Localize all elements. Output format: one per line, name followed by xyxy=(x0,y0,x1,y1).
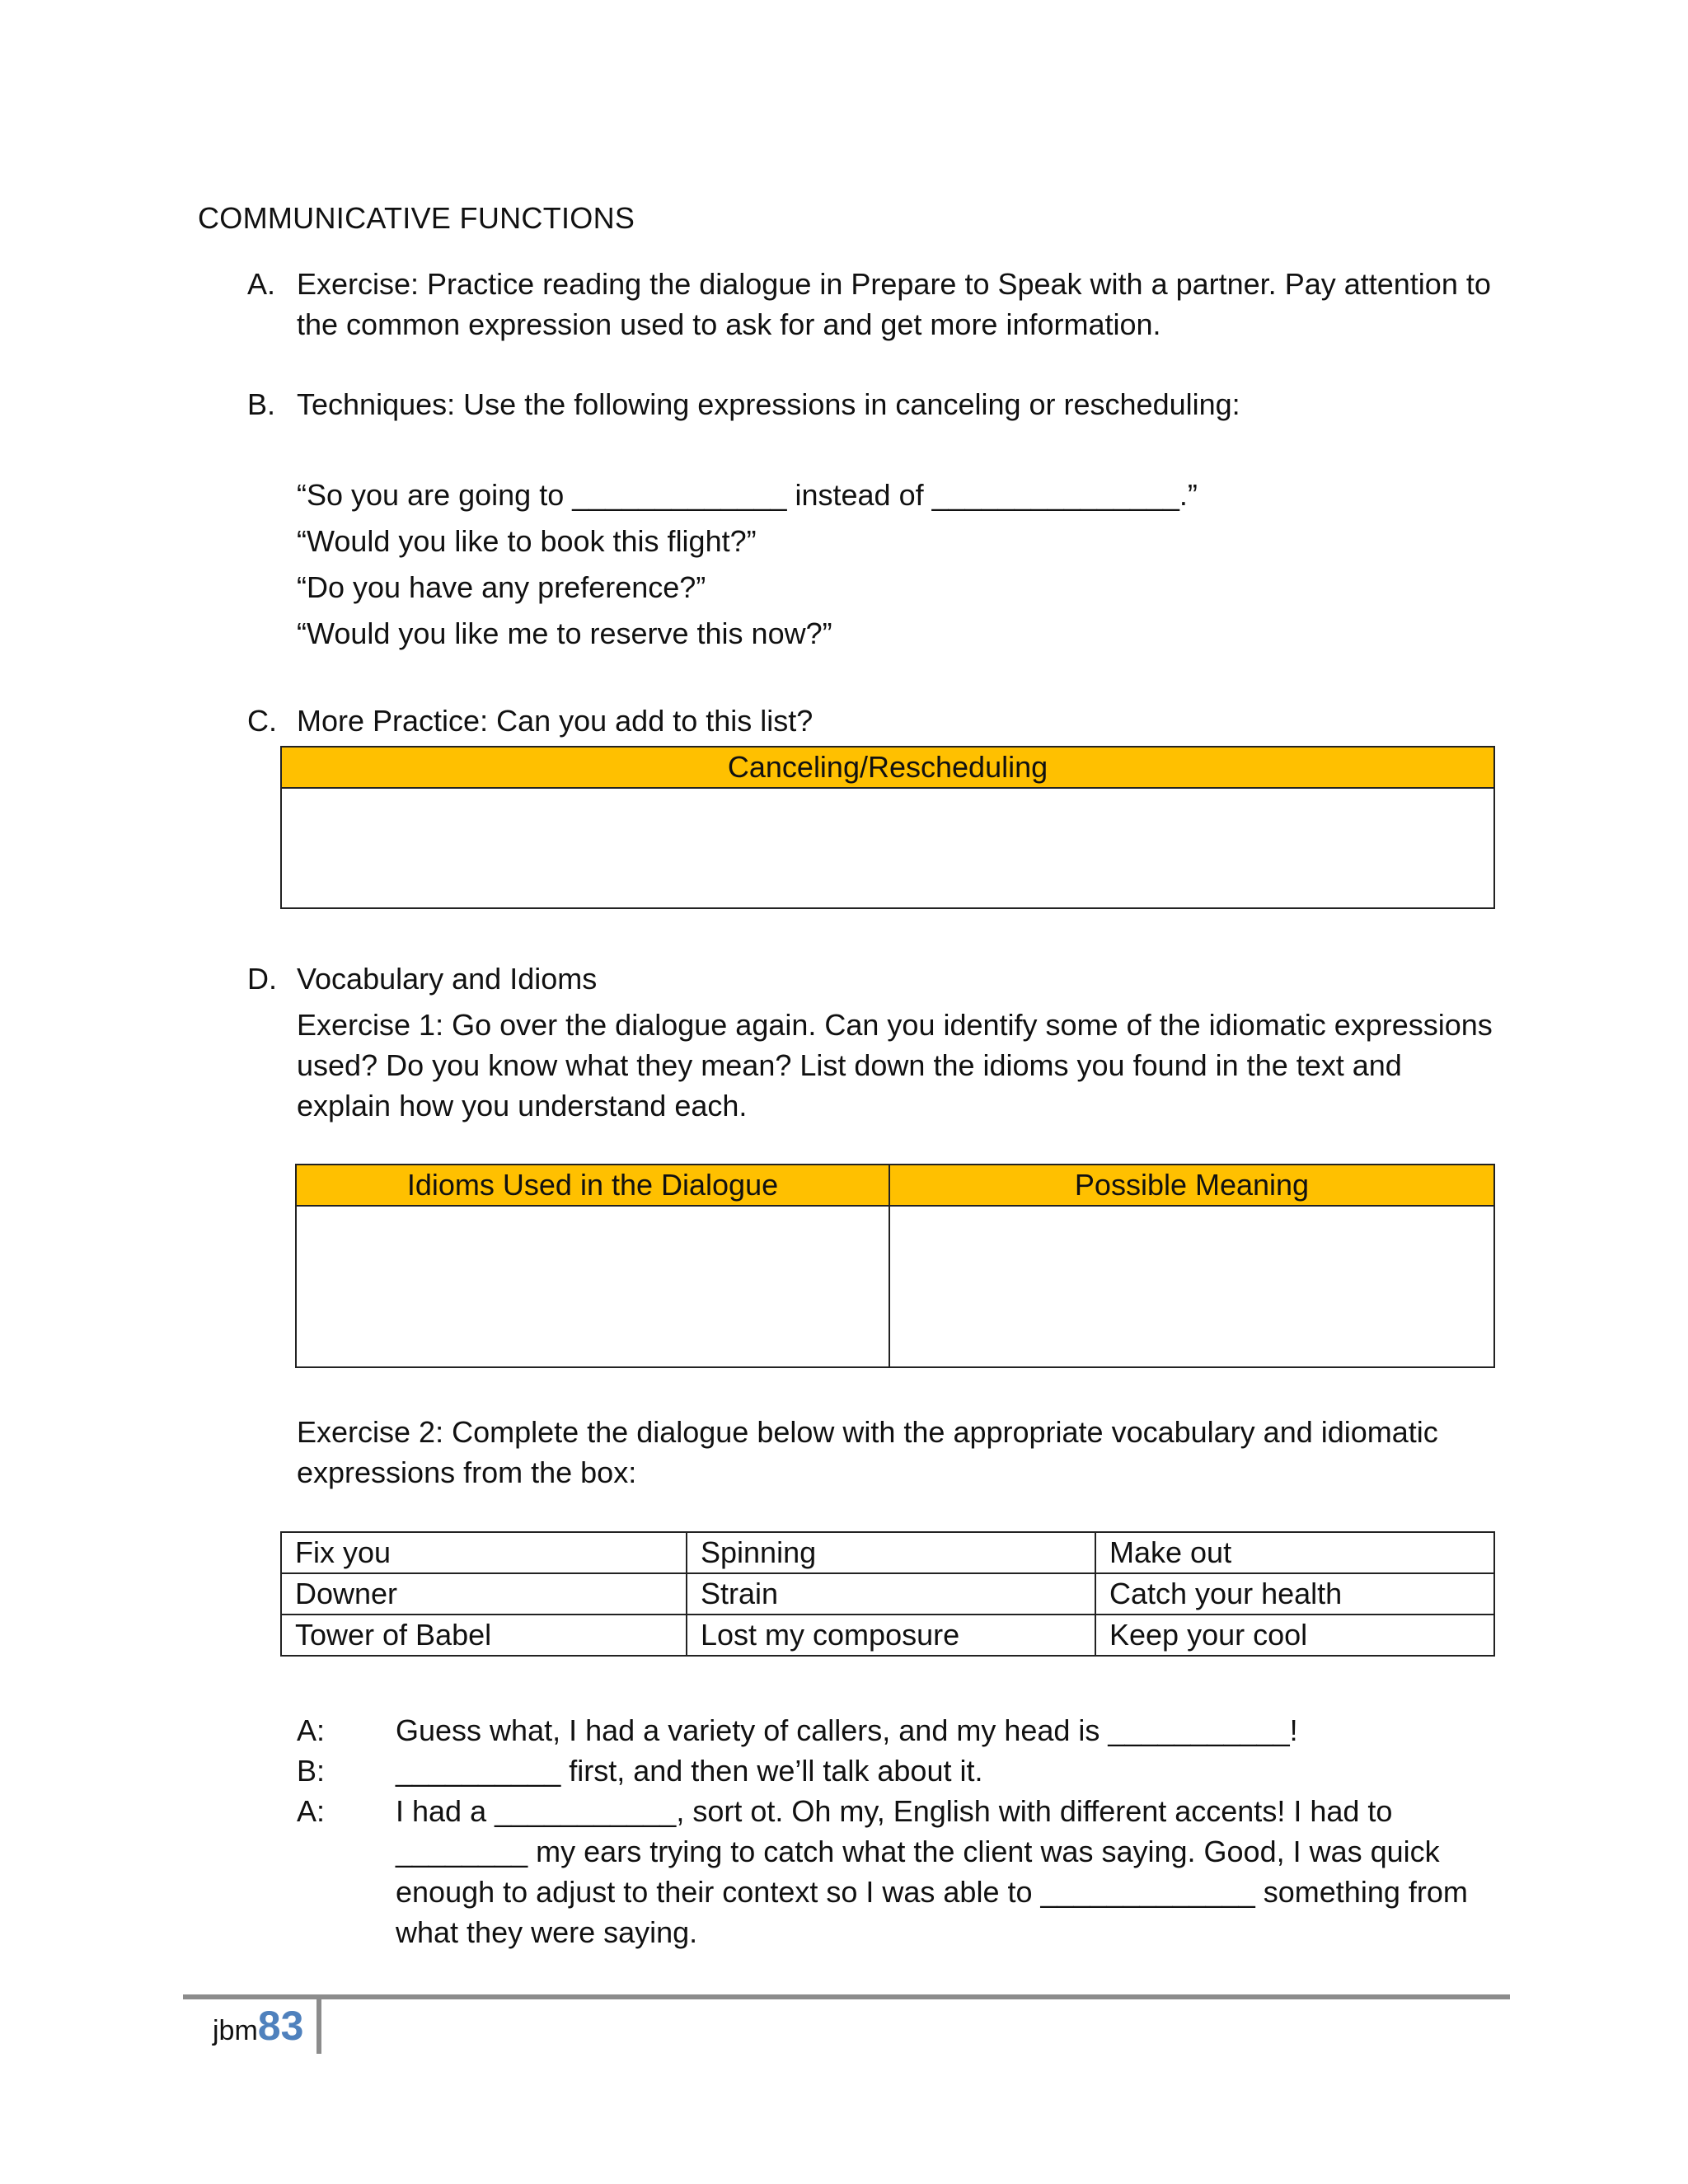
expression-line: “Would you like to book this flight?” xyxy=(297,524,757,558)
item-a-text: Exercise: Practice reading the dialogue in Prepare to Speak with a partner. Pay attention to the common expression used to ask for and get more information. xyxy=(297,267,1491,341)
item-letter: A. xyxy=(247,267,276,301)
exercise-1-text: Exercise 1: Go over the dialogue again. Can you identify some of the idiomatic expressions used? Do you know what they mean? List down the idioms you found in the text and explain how you understand each. xyxy=(297,1008,1493,1122)
vocabulary-word: Catch your health xyxy=(1095,1573,1494,1615)
speaker-label: A: xyxy=(297,1794,326,1828)
dialogue-text: __________ first, and then we’ll talk about it. xyxy=(396,1754,983,1788)
vocabulary-word: Strain xyxy=(687,1573,1095,1615)
vocabulary-row xyxy=(281,1615,1494,1656)
dialogue-text: Guess what, I had a variety of callers, and my head is ___________! xyxy=(396,1713,1298,1747)
speaker-label: B: xyxy=(297,1754,326,1788)
item-b xyxy=(247,384,1500,424)
idioms-table-header-meaning: Possible Meaning xyxy=(889,1165,1494,1206)
idioms-table-idiom-cell[interactable] xyxy=(296,1206,889,1367)
vocabulary-word: Tower of Babel xyxy=(281,1615,687,1656)
vocabulary-row xyxy=(281,1573,1494,1615)
exercise-2-text: Exercise 2: Complete the dialogue below with the appropriate vocabulary and idiomatic expressions from the box: xyxy=(297,1415,1438,1489)
footer-rule xyxy=(183,1994,1510,1999)
dialogue-line xyxy=(297,1710,1500,1750)
item-letter: D. xyxy=(247,962,277,996)
speaker-label: A: xyxy=(297,1713,326,1747)
vocabulary-word: Lost my composure xyxy=(687,1615,1095,1656)
dialogue-text: I had a ___________, sort ot. Oh my, English with different accents! I had to ________ my ears trying to catch what the client was saying. Good, I was quick enough to adjust to their context so I was able to _____________ something from what they were saying. xyxy=(396,1794,1468,1949)
item-a xyxy=(247,264,1500,344)
item-letter: C. xyxy=(247,704,277,738)
dialogue-line xyxy=(297,1791,1500,1952)
expression-list xyxy=(297,472,1198,657)
item-c xyxy=(247,701,1500,741)
item-d xyxy=(247,958,1500,1126)
dialogue-line xyxy=(297,1750,1500,1791)
section-heading: COMMUNICATIVE FUNCTIONS xyxy=(198,201,635,235)
canceling-table-header: Canceling/Rescheduling xyxy=(281,747,1494,788)
vocabulary-box xyxy=(280,1531,1495,1657)
vocabulary-word: Make out xyxy=(1095,1532,1494,1573)
vocabulary-word: Keep your cool xyxy=(1095,1615,1494,1656)
vocabulary-row xyxy=(281,1532,1494,1573)
vocabulary-word: Spinning xyxy=(687,1532,1095,1573)
vocabulary-word: Fix you xyxy=(281,1532,687,1573)
expression-line: “Would you like me to reserve this now?” xyxy=(297,616,832,650)
expression-line: “Do you have any preference?” xyxy=(297,570,706,604)
exercise-2 xyxy=(297,1412,1500,1493)
vocabulary-word: Downer xyxy=(281,1573,687,1615)
item-letter: B. xyxy=(247,387,276,421)
expression-line: “So you are going to _____________ instead of _______________.” xyxy=(297,478,1198,512)
footer-prefix: jbm xyxy=(213,2015,258,2046)
idioms-table-meaning-cell[interactable] xyxy=(889,1206,1494,1367)
idioms-table-header-idioms: Idioms Used in the Dialogue xyxy=(296,1165,889,1206)
page-footer xyxy=(213,2001,303,2055)
canceling-table-answer-cell[interactable] xyxy=(281,788,1494,908)
item-c-text: More Practice: Can you add to this list? xyxy=(297,704,814,738)
item-b-text: Techniques: Use the following expressions in canceling or rescheduling: xyxy=(297,387,1240,421)
canceling-table xyxy=(280,746,1495,909)
dialogue xyxy=(297,1710,1500,1952)
item-d-title: Vocabulary and Idioms xyxy=(297,962,598,996)
footer-divider xyxy=(316,1994,321,2054)
idioms-table xyxy=(295,1164,1495,1368)
page-number: 83 xyxy=(257,2003,304,2049)
